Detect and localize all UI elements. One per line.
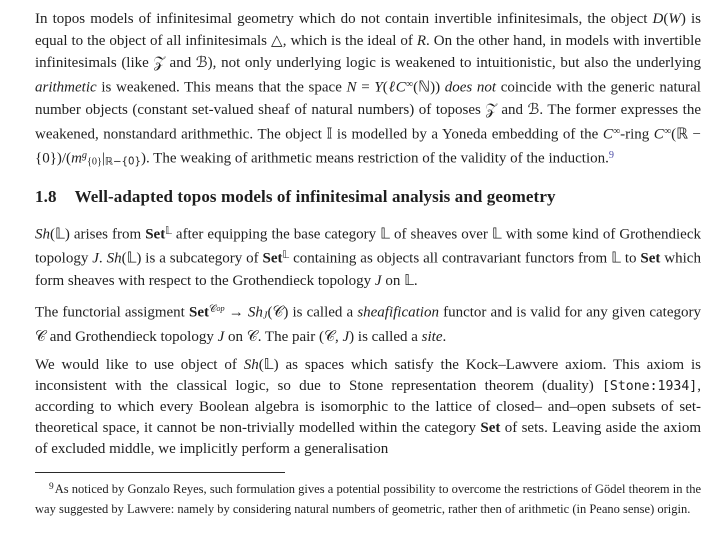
text-run: ) is equal to the object of all infinitesimals xyxy=(35,11,701,49)
paragraph-sheaves xyxy=(35,221,701,292)
text-run: Set xyxy=(262,250,283,267)
footnote-marker-9: 9 xyxy=(49,482,54,493)
text-run: ( xyxy=(121,250,127,267)
text-run: is weakened. This means that the space xyxy=(96,79,347,96)
text-run: ℝ−{0} xyxy=(104,156,141,168)
text-run: N xyxy=(346,79,357,96)
text-run: -ring xyxy=(620,126,654,143)
text-run: The functorial assigment xyxy=(35,304,189,321)
text-run: ) is called a xyxy=(349,329,422,346)
text-run: . xyxy=(442,329,447,346)
text-run: and Grothendieck topology xyxy=(45,329,218,346)
text-run: ) arises from xyxy=(64,226,146,243)
text-run: . xyxy=(98,250,107,267)
paragraph-kock-lawvere xyxy=(35,354,701,460)
text-run: 𝒞 xyxy=(246,327,258,346)
text-run: 𝕀 xyxy=(326,124,333,143)
text-run: 𝕃 xyxy=(404,270,414,289)
text-run: 𝕃 xyxy=(263,355,274,374)
text-run: , xyxy=(335,329,343,346)
text-run: of sheaves over xyxy=(389,226,492,243)
text-run: 𝒵 xyxy=(485,99,497,118)
text-run: → xyxy=(224,304,248,321)
text-run: ∞ xyxy=(663,125,672,137)
text-run: arithmetic xyxy=(35,79,97,96)
text-run: Sh xyxy=(35,226,50,243)
text-run: and xyxy=(496,101,528,118)
text-run: 𝕃 xyxy=(611,248,621,267)
text-run: on xyxy=(224,329,247,346)
text-run: C xyxy=(602,126,613,143)
text-run: ( xyxy=(267,304,273,321)
text-run: C xyxy=(653,126,664,143)
text-run: Sh xyxy=(243,357,259,374)
text-run: We would like to use object of xyxy=(35,357,244,374)
footnote-9 xyxy=(35,478,701,519)
footnote-rule xyxy=(35,472,285,473)
text-run: site xyxy=(421,329,443,346)
text-run: 𝒞 xyxy=(272,302,284,321)
text-run: J xyxy=(262,310,268,322)
text-run: ( xyxy=(663,11,669,27)
text-run: W xyxy=(668,11,681,27)
text-run: {0} xyxy=(87,156,102,168)
text-run: g xyxy=(81,150,87,162)
text-run: J xyxy=(342,329,350,346)
section-title: Well-adapted topos models of infinitesimal analysis and geometry xyxy=(74,186,556,206)
footnote-ref-9[interactable]: 9 xyxy=(608,150,614,162)
text-run: . The pair ( xyxy=(257,329,325,346)
text-run: ℬ xyxy=(527,99,540,118)
text-run: ∞ xyxy=(405,79,414,90)
text-run: and xyxy=(164,55,196,71)
text-run: Y xyxy=(374,79,383,96)
text-run: is modelled by a Yoneda embedding of the xyxy=(332,126,603,143)
text-run: ). The weaking of arithmetic means restriction of the validity of the induction. xyxy=(140,150,609,167)
text-run: )) xyxy=(430,79,445,96)
text-run: | xyxy=(101,150,105,167)
text-run: 𝕃 xyxy=(55,224,65,243)
text-run: Set xyxy=(145,226,166,243)
citation-stone-1934: [Stone:1934] xyxy=(601,379,698,395)
text-run: D xyxy=(652,11,664,27)
text-run: 𝒞 xyxy=(324,327,335,346)
text-run: ) as spaces which satisfy the Kock–Lawvere axiom. This axiom is inconsistent with the classical logic, so due to Stone representation theorem (duality) xyxy=(35,357,701,395)
text-run: sheafification xyxy=(357,304,439,321)
text-run: . The former expresses the weakened, nonstandard arithmethic. The object xyxy=(35,101,701,143)
text-run: ℬ xyxy=(195,53,208,71)
text-run: = xyxy=(356,79,375,96)
text-run: J xyxy=(217,329,225,346)
text-run: Sh xyxy=(106,250,122,267)
text-run: on xyxy=(381,272,405,289)
text-run: ( xyxy=(413,79,419,96)
text-run: ∞ xyxy=(612,125,621,137)
text-run: ℝ xyxy=(676,124,688,143)
text-run: ℕ xyxy=(418,77,431,96)
text-run: ℓC xyxy=(387,79,406,96)
text-run: containing as objects all contravariant functors from xyxy=(289,250,612,267)
text-run: , according to which every Boolean algebra is isomorphic to the lattice of closed– and–open subsets of set-theoretical space, it cannot be non-trivially modelled within the category xyxy=(35,378,701,437)
text-run: Sh xyxy=(247,304,263,321)
text-run: does not xyxy=(444,79,497,96)
text-run: 𝒞 xyxy=(208,303,217,315)
text-run: m xyxy=(71,150,82,167)
text-run: . xyxy=(413,272,418,289)
section-heading xyxy=(35,187,701,207)
text-run: In topos models of infinitesimal geometry which do not contain invertible infinitesimals, the object xyxy=(35,11,653,27)
text-run: Set xyxy=(480,420,501,437)
text-run: 𝕃 xyxy=(380,224,390,243)
text-run: R xyxy=(416,33,427,49)
text-run: . On the other hand, in models with invertible infinitesimals (like xyxy=(35,33,701,71)
text-run: − {0})/( xyxy=(35,126,701,167)
paragraph-topos-models xyxy=(35,9,701,173)
text-run: 𝕃 xyxy=(491,224,502,243)
text-run: functor and is valid for any given category xyxy=(438,304,701,321)
text-run: 𝕃 xyxy=(165,225,172,237)
text-run: J xyxy=(374,272,382,289)
text-run: coincide with the generic natural number objects (constant set-valued sheaf of natural numbers) of toposes xyxy=(35,79,701,118)
text-run: ) is called a xyxy=(283,304,358,321)
text-run: Set xyxy=(640,250,661,267)
text-run: ( xyxy=(258,357,264,374)
text-run: As noticed by Gonzalo Reyes, such formulation gives a potential possibility to overcome the restrictions of Gödel theorem in the way suggested by Lawvere: namely by considering natural numbers of geometric, rather then of arithmetic (in Peano sense) origin. xyxy=(35,482,701,517)
text-run: ) is a subcategory of xyxy=(136,250,263,267)
delta-infinitesimals-symbol: △ xyxy=(270,31,283,49)
text-run: ), not only underlying logic is weakened to intuitionistic, but also the underlying xyxy=(207,55,701,71)
text-run: 𝕃 xyxy=(126,248,137,267)
text-run: to xyxy=(620,250,641,267)
text-run: 𝕃 xyxy=(282,250,290,262)
text-run: 𝒵 xyxy=(153,53,165,71)
text-run: which form sheaves with respect to the Grothendieck topology xyxy=(35,250,701,289)
text-run: J xyxy=(92,250,99,267)
text-run: ( xyxy=(671,126,677,143)
text-run: with some kind of Grothendieck topology xyxy=(35,226,701,267)
text-run: 𝒞 xyxy=(35,327,46,346)
text-run: ( xyxy=(382,79,388,96)
text-run: ( xyxy=(50,226,55,243)
text-run: , which is the ideal of xyxy=(282,33,417,49)
text-run: after equipping the base category xyxy=(171,226,381,243)
text-run: op xyxy=(216,303,225,313)
text-run: of sets. Leaving aside the axiom of excluded middle, we implicitly perform a generalisation xyxy=(35,420,701,458)
text-run: Set xyxy=(188,304,209,321)
section-number: 1.8 xyxy=(35,186,57,206)
paragraph-sheafification xyxy=(35,298,701,348)
